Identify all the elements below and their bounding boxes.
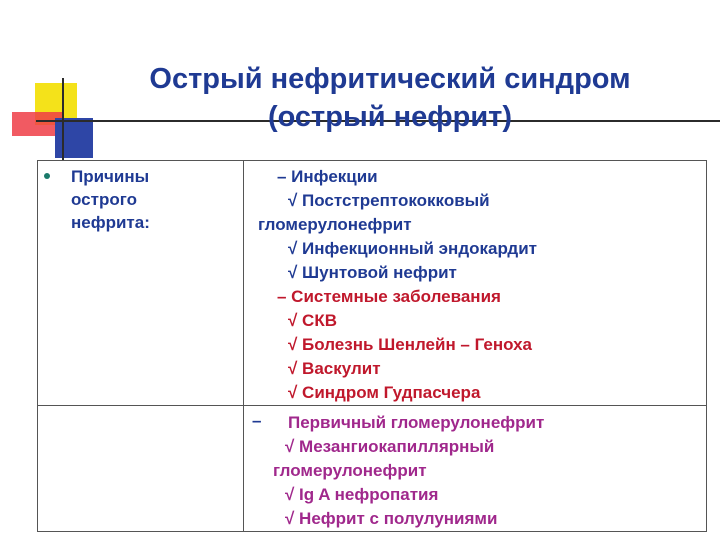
- systemic-heading: – Системные заболевания: [277, 287, 501, 306]
- primary-item: √ Нефрит с полулуниями: [285, 509, 498, 528]
- table-row-divider: [38, 405, 706, 406]
- causes-label: Причины острого нефрита:: [71, 167, 150, 232]
- infections-item: гломерулонефрит: [258, 215, 412, 234]
- infections-item: √ Инфекционный эндокардит: [288, 239, 537, 258]
- systemic-item: √ Васкулит: [288, 359, 381, 378]
- table-column-divider: [243, 161, 244, 531]
- causes-table: [37, 160, 707, 532]
- infections-item: √ Постстрептококковый: [288, 191, 490, 210]
- primary-item: гломерулонефрит: [273, 461, 427, 480]
- title-line-1: Острый нефритический синдром: [149, 63, 631, 95]
- title-line-2: (острый нефрит): [267, 101, 513, 133]
- infections-heading: – Инфекции: [277, 167, 378, 186]
- primary-dash: –: [252, 411, 262, 430]
- primary-heading: Первичный гломерулонефрит: [288, 413, 545, 432]
- bullet-icon: [44, 173, 50, 179]
- systemic-item: √ Болезнь Шенлейн – Геноха: [288, 335, 532, 354]
- decor-vertical-line: [62, 78, 64, 160]
- systemic-item: √ СКВ: [288, 311, 337, 330]
- primary-item: √ Мезангиокапиллярный: [285, 437, 495, 456]
- decor-blue-square: [55, 118, 93, 158]
- infections-item: √ Шунтовой нефрит: [288, 263, 457, 282]
- systemic-item: √ Синдром Гудпасчера: [288, 383, 481, 402]
- primary-item: √ Ig A нефропатия: [285, 485, 439, 504]
- slide-title: [100, 60, 680, 136]
